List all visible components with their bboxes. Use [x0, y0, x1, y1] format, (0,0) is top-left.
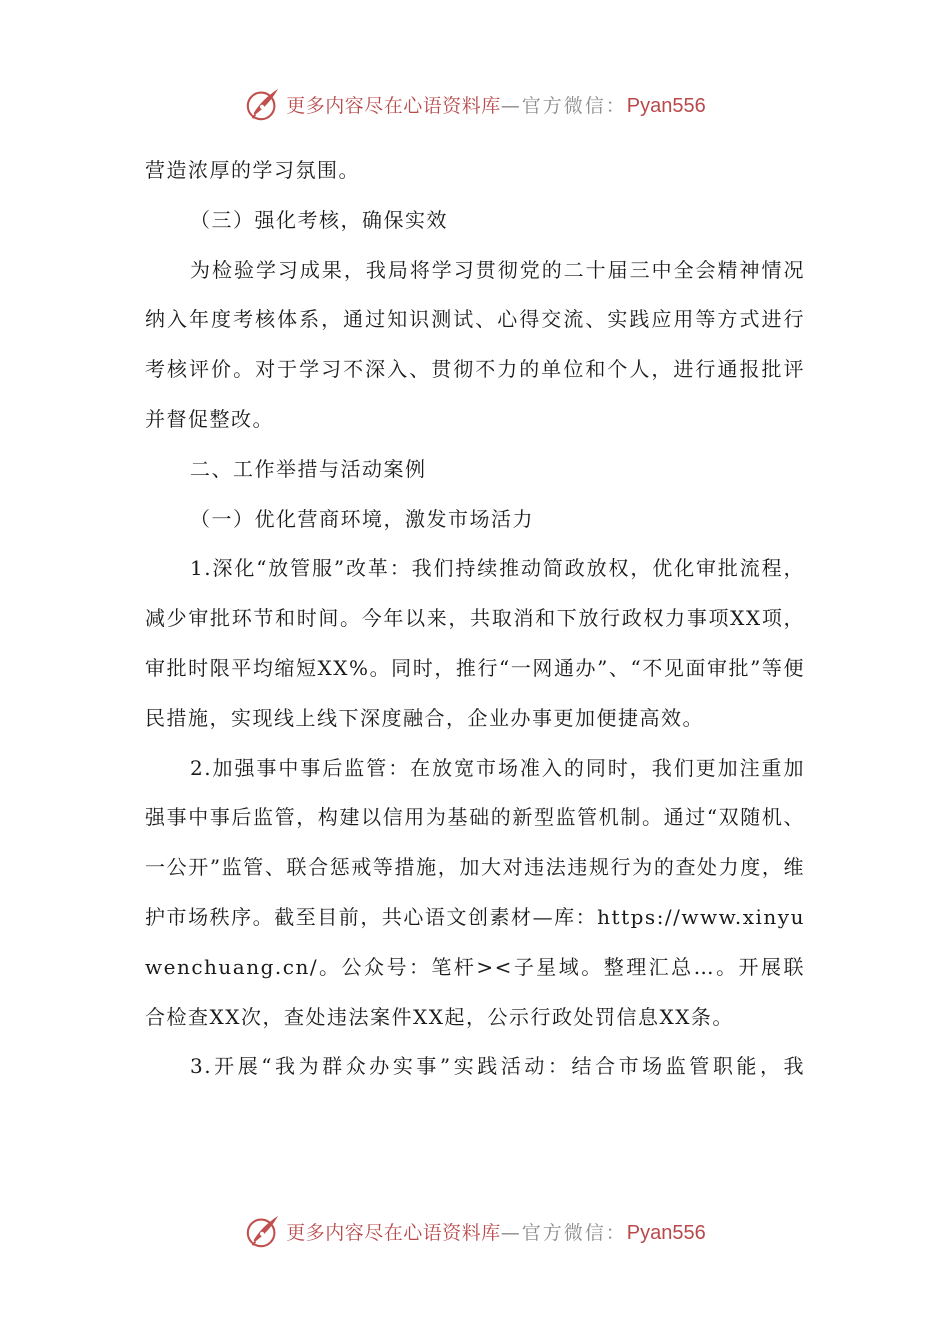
- section-heading-3: （三）强化考核，确保实效: [190, 207, 448, 232]
- list-item-3: 3.开展“我为群众办实事”实践活动：结合市场监管职能，我: [190, 1054, 805, 1079]
- list-item-2-part-b: https://www.xinyuwenchuang.cn/。公众号：笔杆><子星域。整理汇总…。开展联合检查XX次，查处违法案件XX起，公示行政处罚信息XX条。: [145, 904, 805, 1029]
- paragraph-continued: 营造浓厚的学习氛围。: [145, 158, 360, 182]
- footer-banner-text: [286, 1218, 706, 1245]
- footer-banner: [0, 1211, 950, 1251]
- header-banner-wechat-id: Pyan556: [626, 94, 706, 117]
- section-heading-2-1: （一）优化营商环境，激发市场活力: [190, 506, 534, 531]
- list-item-2-part-a: 2.加强事中事后监管：在放宽市场准入的同时，我们更加注重加强事中事后监管，构建以信用为基础的新型监管机制。通过“双随机、一公开”监管、联合惩戒等措施，加大对违法违规行为的查处力度，维护市场秩序。截至目前，共心语文创素材—库：: [145, 755, 805, 929]
- header-banner-wechat-label: —官方微信：: [500, 94, 627, 117]
- header-banner-text: [286, 91, 706, 118]
- quill-logo-icon: [244, 85, 282, 123]
- header-banner: [0, 84, 950, 124]
- footer-banner-wechat-id: Pyan556: [626, 1221, 706, 1244]
- list-item-1: 1.深化“放管服”改革：我们持续推动简政放权，优化审批流程，减少审批环节和时间。今年以来，共取消和下放行政权力事项XX项，审批时限平均缩短XX%。同时，推行“一网通办”、“不见面审批”等便民措施，实现线上线下深度融合，企业办事更加便捷高效。: [145, 556, 805, 730]
- paragraph-assessment: 为检验学习成果，我局将学习贯彻党的二十届三中全会精神情况纳入年度考核体系，通过知识测试、心得交流、实践应用等方式进行考核评价。对于学习不深入、贯彻不力的单位和个人，进行通报批评并督促整改。: [145, 257, 805, 431]
- quill-logo-icon: [244, 1212, 282, 1250]
- footer-banner-title: 更多内容尽在心语资料库: [286, 1221, 501, 1244]
- footer-banner-wechat-label: —官方微信：: [500, 1221, 627, 1244]
- list-item-2: [145, 744, 805, 1043]
- header-banner-title: 更多内容尽在心语资料库: [286, 94, 501, 117]
- document-body: [145, 146, 805, 1092]
- chapter-heading-2: 二、工作举措与活动案例: [190, 456, 427, 481]
